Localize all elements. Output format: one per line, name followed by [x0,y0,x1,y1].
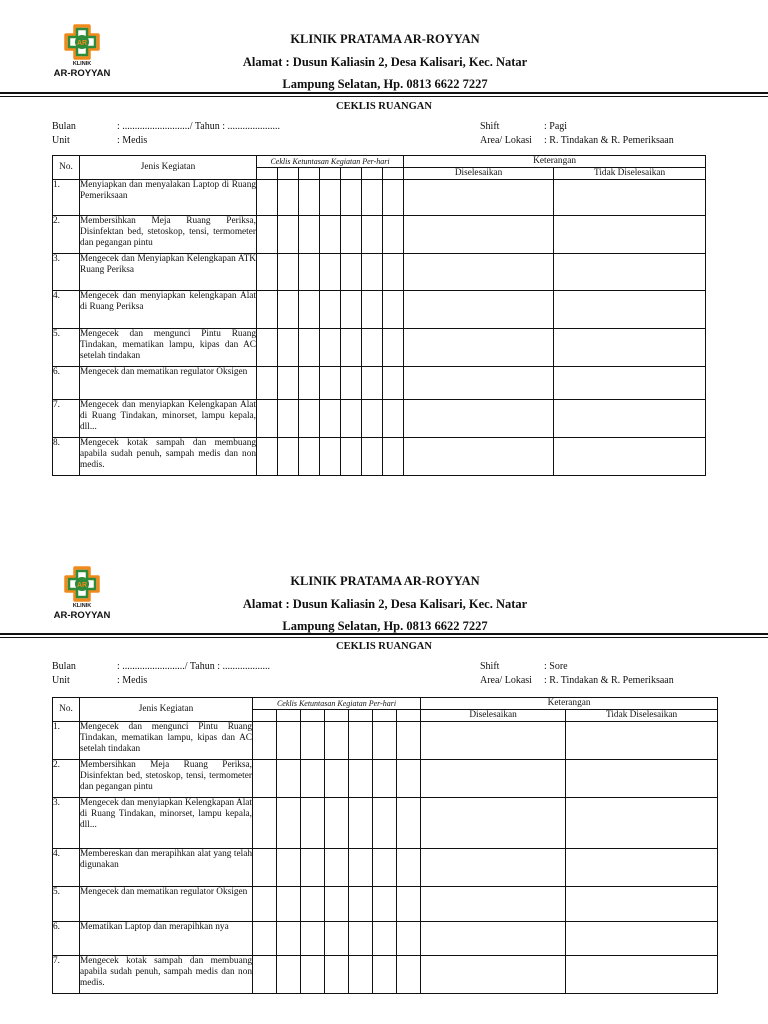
daily-check-cell[interactable] [257,400,278,438]
table-row [53,254,706,291]
checklist-table-evening [52,697,718,994]
daily-check-cell[interactable] [397,722,421,760]
check-cell[interactable] [257,168,278,180]
daily-check-cell[interactable] [349,798,373,849]
clinic-logo [50,24,114,84]
done-note-cell[interactable] [421,798,566,849]
daily-check-cell[interactable] [299,216,320,254]
done-note-cell[interactable] [404,180,554,216]
row-number: 7. [53,956,80,994]
daily-check-cell[interactable] [373,722,397,760]
daily-check-cell[interactable] [257,291,278,329]
area-value: : R. Tindakan & R. Pemeriksaan [544,675,674,686]
not-done-note-cell[interactable] [566,887,718,922]
not-done-note-cell[interactable] [554,216,706,254]
area-label: Area/ Lokasi [480,675,532,686]
daily-check-cell[interactable] [278,254,299,291]
daily-check-cell[interactable] [299,438,320,476]
document-title: CEKLIS RUANGAN [336,641,432,652]
row-number: 5. [53,329,80,367]
table-row [53,849,718,887]
daily-check-cell[interactable] [349,722,373,760]
svg-text:AR: AR [76,40,88,47]
logo-label-brand: AR-ROYYAN [53,68,111,79]
daily-check-cell[interactable] [277,956,301,994]
row-number: 2. [53,216,80,254]
done-note-cell[interactable] [404,400,554,438]
daily-check-cell[interactable] [397,922,421,956]
check-cell[interactable] [349,710,373,722]
check-cell[interactable] [253,710,277,722]
daily-check-cell[interactable] [362,438,383,476]
col-header-activity: Jenis Kegiatan [80,156,257,180]
not-done-note-cell[interactable] [566,956,718,994]
table-row [53,922,718,956]
daily-check-cell[interactable] [325,760,349,798]
daily-check-cell[interactable] [278,291,299,329]
bulan-value: : .........................../ Tahun : ..................... [117,121,281,132]
daily-check-cell[interactable] [349,922,373,956]
activity-description: Mengecek dan menyiapkan Kelengkapan Alat di Ruang Tindakan, minorset, lampu kepala, dll... [80,400,257,438]
daily-check-cell[interactable] [320,180,341,216]
done-note-cell[interactable] [421,722,566,760]
daily-check-cell[interactable] [320,400,341,438]
document-title: CEKLIS RUANGAN [336,101,432,112]
daily-check-cell[interactable] [383,254,404,291]
activity-description: Mengecek kotak sampah dan membuang apabila sudah penuh, sampah medis dan non medis. [80,956,253,994]
table-row [53,329,706,367]
daily-check-cell[interactable] [362,180,383,216]
checklist-table-morning [52,155,706,476]
activity-description: Mengecek kotak sampah dan membuang apabila sudah penuh, sampah medis dan non medis. [80,438,257,476]
not-done-note-cell[interactable] [554,367,706,400]
table-row [53,367,706,400]
daily-check-cell[interactable] [320,367,341,400]
daily-check-cell[interactable] [253,798,277,849]
activity-description: Mengecek dan menyiapkan Kelengkapan Alat di Ruang Tindakan, minorset, lampu kepala, dll... [80,798,253,849]
daily-check-cell[interactable] [383,438,404,476]
daily-check-cell[interactable] [362,329,383,367]
daily-check-cell[interactable] [301,798,325,849]
row-number: 3. [53,254,80,291]
daily-check-cell[interactable] [278,329,299,367]
daily-check-cell[interactable] [325,798,349,849]
daily-check-cell[interactable] [383,216,404,254]
activity-description: Membereskan dan merapihkan alat yang telah digunakan [80,849,253,887]
daily-check-cell[interactable] [325,722,349,760]
daily-check-cell[interactable] [397,760,421,798]
daily-check-cell[interactable] [277,922,301,956]
done-note-cell[interactable] [404,329,554,367]
daily-check-cell[interactable] [278,438,299,476]
row-number: 4. [53,849,80,887]
done-note-cell[interactable] [421,760,566,798]
not-done-note-cell[interactable] [566,798,718,849]
col-header-not-done: Tidak Diselesaikan [554,168,706,180]
not-done-note-cell[interactable] [554,400,706,438]
row-number: 3. [53,798,80,849]
daily-check-cell[interactable] [325,922,349,956]
row-number: 8. [53,438,80,476]
clinic-name: KLINIK PRATAMA AR-ROYYAN [290,32,480,46]
daily-check-cell[interactable] [341,329,362,367]
row-number: 1. [53,722,80,760]
area-label: Area/ Lokasi [480,135,532,146]
daily-check-cell[interactable] [373,798,397,849]
daily-check-cell[interactable] [373,956,397,994]
check-cell[interactable] [320,168,341,180]
daily-check-cell[interactable] [299,180,320,216]
col-header-notes: Keterangan [421,698,718,710]
not-done-note-cell[interactable] [566,849,718,887]
daily-check-cell[interactable] [320,254,341,291]
table-row [53,180,706,216]
done-note-cell[interactable] [421,849,566,887]
daily-check-cell[interactable] [299,367,320,400]
bulan-value: : ........................./ Tahun : ................... [117,661,271,672]
daily-check-cell[interactable] [257,438,278,476]
done-note-cell[interactable] [421,922,566,956]
daily-check-cell[interactable] [341,180,362,216]
daily-check-cell[interactable] [278,400,299,438]
daily-check-cell[interactable] [277,887,301,922]
row-number: 1. [53,180,80,216]
activity-description: Membersihkan Meja Ruang Periksa, Disinfektan bed, stetoskop, tensi, termometer dan pegangan pintu [80,760,253,798]
table-row [53,400,706,438]
clinic-address: Alamat : Dusun Kaliasin 2, Desa Kalisari, Kec. Natar [242,597,528,611]
activity-description: Mengecek dan mengunci Pintu Ruang Tindakan, mematikan lampu, kipas dan AC setelah tindakan [80,329,257,367]
daily-check-cell[interactable] [341,400,362,438]
unit-value: : Medis [117,135,148,146]
daily-check-cell[interactable] [383,291,404,329]
daily-check-cell[interactable] [301,956,325,994]
area-value: : R. Tindakan & R. Pemeriksaan [544,135,674,146]
daily-check-cell[interactable] [397,956,421,994]
col-header-activity: Jenis Kegiatan [80,698,253,722]
daily-check-cell[interactable] [349,887,373,922]
daily-check-cell[interactable] [277,722,301,760]
clinic-city-phone: Lampung Selatan, Hp. 0813 6622 7227 [282,619,488,633]
daily-check-cell[interactable] [349,849,373,887]
daily-check-cell[interactable] [397,849,421,887]
daily-check-cell[interactable] [383,180,404,216]
not-done-note-cell[interactable] [554,180,706,216]
done-note-cell[interactable] [421,887,566,922]
checklist-sheet-morning [0,0,768,490]
medical-cross-logo-icon [58,24,106,62]
daily-check-cell[interactable] [383,329,404,367]
daily-check-cell[interactable] [257,216,278,254]
not-done-note-cell[interactable] [566,760,718,798]
col-header-no: No. [53,698,80,722]
table-row [53,722,718,760]
header-rule-thin [0,96,768,97]
row-number: 4. [53,291,80,329]
table-row [53,956,718,994]
daily-check-cell[interactable] [277,798,301,849]
daily-check-cell[interactable] [383,400,404,438]
daily-check-cell[interactable] [325,887,349,922]
check-cell[interactable] [301,710,325,722]
not-done-note-cell[interactable] [554,291,706,329]
col-header-no: No. [53,156,80,180]
daily-check-cell[interactable] [277,849,301,887]
col-header-done: Diselesaikan [404,168,554,180]
col-header-daily-check: Ceklis Ketuntasan Kegiatan Per-hari [257,156,404,168]
activity-description: Mengecek dan mematikan regulator Oksigen [80,887,253,922]
logo-label-brand: AR-ROYYAN [53,610,111,621]
daily-check-cell[interactable] [373,760,397,798]
daily-check-cell[interactable] [320,216,341,254]
done-note-cell[interactable] [404,367,554,400]
table-row [53,887,718,922]
daily-check-cell[interactable] [341,438,362,476]
col-header-daily-check: Ceklis Ketuntasan Kegiatan Per-hari [253,698,421,710]
daily-check-cell[interactable] [301,922,325,956]
check-cell[interactable] [341,168,362,180]
table-row [53,216,706,254]
activity-description: Mengecek dan mengunci Pintu Ruang Tindakan, mematikan lampu, kipas dan AC setelah tindakan [80,722,253,760]
check-cell[interactable] [299,168,320,180]
check-cell[interactable] [325,710,349,722]
daily-check-cell[interactable] [301,849,325,887]
daily-check-cell[interactable] [301,887,325,922]
unit-label: Unit [52,675,70,686]
daily-check-cell[interactable] [299,329,320,367]
daily-check-cell[interactable] [362,254,383,291]
daily-check-cell[interactable] [301,760,325,798]
logo-label-small: KLINIK [72,61,92,67]
daily-check-cell[interactable] [253,887,277,922]
daily-check-cell[interactable] [349,760,373,798]
activity-description: Mengecek dan mematikan regulator Oksigen [80,367,257,400]
daily-check-cell[interactable] [341,291,362,329]
not-done-note-cell[interactable] [566,722,718,760]
activity-description: Mengecek dan Menyiapkan Kelengkapan ATK Ruang Periksa [80,254,257,291]
row-number: 7. [53,400,80,438]
clinic-logo [50,566,114,626]
daily-check-cell[interactable] [341,367,362,400]
check-cell[interactable] [278,168,299,180]
check-cell[interactable] [277,710,301,722]
daily-check-cell[interactable] [253,760,277,798]
table-row [53,291,706,329]
daily-check-cell[interactable] [320,438,341,476]
checklist-sheet-evening [0,540,768,1010]
daily-check-cell[interactable] [373,922,397,956]
not-done-note-cell[interactable] [554,254,706,291]
check-cell[interactable] [362,168,383,180]
daily-check-cell[interactable] [373,849,397,887]
daily-check-cell[interactable] [299,254,320,291]
daily-check-cell[interactable] [373,887,397,922]
col-header-not-done: Tidak Diselesaikan [566,710,718,722]
daily-check-cell[interactable] [257,329,278,367]
shift-label: Shift [480,121,500,132]
daily-check-cell[interactable] [257,254,278,291]
shift-label: Shift [480,661,500,672]
daily-check-cell[interactable] [325,956,349,994]
medical-cross-logo-icon [58,566,106,604]
clinic-city-phone: Lampung Selatan, Hp. 0813 6622 7227 [282,77,488,91]
daily-check-cell[interactable] [278,367,299,400]
check-cell[interactable] [373,710,397,722]
daily-check-cell[interactable] [341,216,362,254]
daily-check-cell[interactable] [397,798,421,849]
done-note-cell[interactable] [404,254,554,291]
daily-check-cell[interactable] [253,722,277,760]
activity-description: Mengecek dan menyiapkan kelengkapan Alat di Ruang Periksa [80,291,257,329]
check-cell[interactable] [397,710,421,722]
bulan-label: Bulan [52,661,76,672]
shift-value: : Sore [544,661,568,672]
col-header-done: Diselesaikan [421,710,566,722]
daily-check-cell[interactable] [253,849,277,887]
svg-text:AR: AR [76,582,88,589]
daily-check-cell[interactable] [320,329,341,367]
bulan-label: Bulan [52,121,76,132]
daily-check-cell[interactable] [257,180,278,216]
daily-check-cell[interactable] [383,367,404,400]
daily-check-cell[interactable] [299,400,320,438]
daily-check-cell[interactable] [278,180,299,216]
not-done-note-cell[interactable] [554,438,706,476]
daily-check-cell[interactable] [362,400,383,438]
done-note-cell[interactable] [404,216,554,254]
shift-value: : Pagi [544,121,568,132]
header-rule-thin [0,637,768,638]
unit-value: : Medis [117,675,148,686]
daily-check-cell[interactable] [362,291,383,329]
daily-check-cell[interactable] [301,722,325,760]
row-number: 2. [53,760,80,798]
logo-label-small: KLINIK [72,603,92,609]
clinic-name: KLINIK PRATAMA AR-ROYYAN [290,574,480,588]
daily-check-cell[interactable] [277,760,301,798]
daily-check-cell[interactable] [349,956,373,994]
row-number: 6. [53,922,80,956]
daily-check-cell[interactable] [253,956,277,994]
daily-check-cell[interactable] [362,367,383,400]
daily-check-cell[interactable] [341,254,362,291]
daily-check-cell[interactable] [299,291,320,329]
col-header-notes: Keterangan [404,156,706,168]
activity-description: Menyiapkan dan menyalakan Laptop di Ruang Pemeriksaan [80,180,257,216]
not-done-note-cell[interactable] [554,329,706,367]
daily-check-cell[interactable] [362,216,383,254]
activity-description: Membersihkan Meja Ruang Periksa, Disinfektan bed, stetoskop, tensi, termometer dan pegangan pintu [80,216,257,254]
check-cell[interactable] [383,168,404,180]
table-row [53,760,718,798]
daily-check-cell[interactable] [325,849,349,887]
row-number: 6. [53,367,80,400]
daily-check-cell[interactable] [253,922,277,956]
header-rule-thick [0,633,768,635]
header-rule-thick [0,92,768,94]
activity-description: Mematikan Laptop dan merapihkan nya [80,922,253,956]
done-note-cell[interactable] [404,291,554,329]
not-done-note-cell[interactable] [566,922,718,956]
clinic-address: Alamat : Dusun Kaliasin 2, Desa Kalisari, Kec. Natar [242,55,528,69]
row-number: 5. [53,887,80,922]
done-note-cell[interactable] [421,956,566,994]
daily-check-cell[interactable] [320,291,341,329]
done-note-cell[interactable] [404,438,554,476]
daily-check-cell[interactable] [397,887,421,922]
daily-check-cell[interactable] [278,216,299,254]
unit-label: Unit [52,135,70,146]
daily-check-cell[interactable] [257,367,278,400]
table-row [53,798,718,849]
table-row [53,438,706,476]
